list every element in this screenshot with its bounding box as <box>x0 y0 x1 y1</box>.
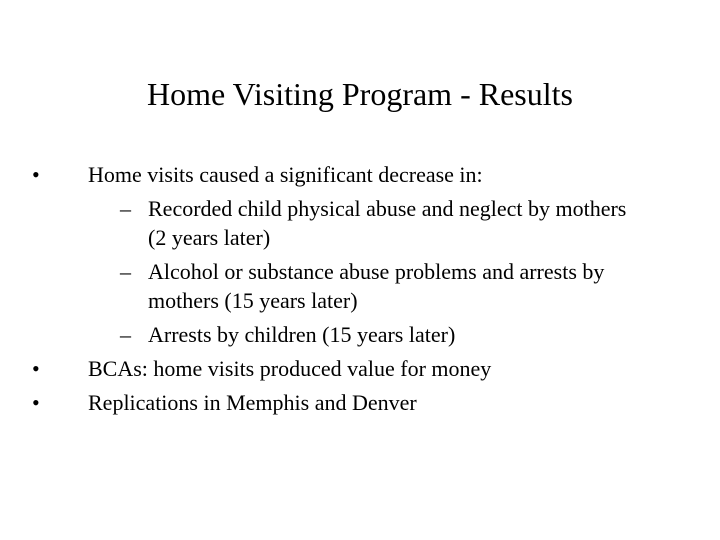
sub-bullet-text: Alcohol or substance abuse problems and arrests by mothers (15 years later) <box>148 259 605 313</box>
dash-icon: – <box>120 259 131 284</box>
bullet-item <box>0 354 720 383</box>
bullet-icon: • <box>32 390 40 415</box>
sub-bullet-text: Arrests by children (15 years later) <box>148 322 456 347</box>
bullet-text: BCAs: home visits produced value for money <box>88 356 492 381</box>
bullet-icon: • <box>32 356 40 381</box>
sub-bullet-item <box>0 194 628 252</box>
bullet-text: Replications in Memphis and Denver <box>88 390 417 415</box>
sub-bullet-text: Recorded child physical abuse and neglect by mothers (2 years later) <box>148 196 627 250</box>
bullet-item <box>0 388 720 417</box>
bullet-text: Home visits caused a significant decrease in: <box>88 162 483 187</box>
slide-title: Home Visiting Program - Results <box>147 76 573 112</box>
dash-icon: – <box>120 196 131 221</box>
bullet-icon: • <box>32 162 40 187</box>
sub-bullet-item <box>0 320 628 349</box>
bullet-item <box>0 160 720 189</box>
sub-bullet-item <box>0 257 628 315</box>
dash-icon: – <box>120 322 131 347</box>
bullet-list <box>0 160 720 422</box>
